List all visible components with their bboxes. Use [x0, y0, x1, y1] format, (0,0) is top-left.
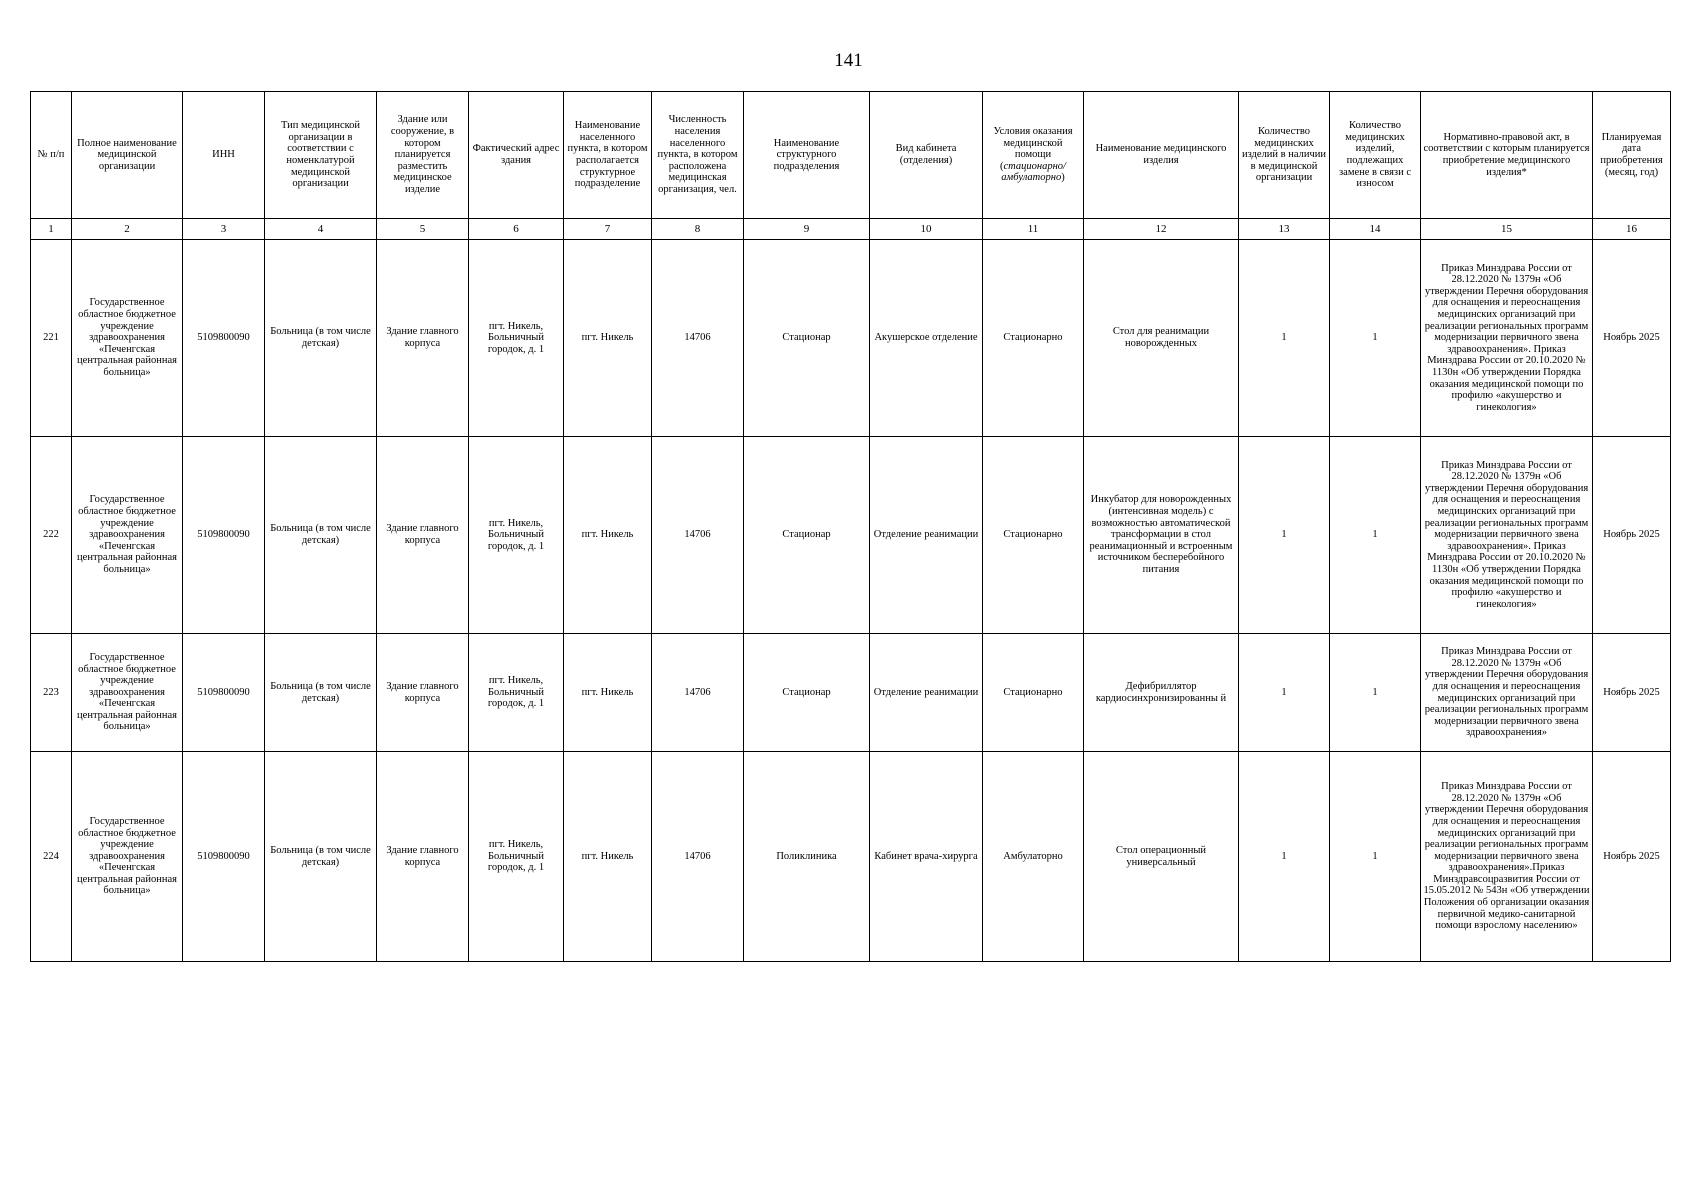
org-type-cell: Больница (в том числе детская) — [265, 752, 377, 962]
legal-act-cell: Приказ Минздрава России от 28.12.2020 № 1379н «Об утверждении Перечня оборудования для оснащения и переоснащения медицинских организаций при реализации региональных программ модернизации первичного звена здравоохранения». Приказ Минздрава России от 20.10.2020 № 1130н «Об утверждении Порядка оказания медицинской помощи по профилю «акушерство и гинекология» — [1421, 240, 1593, 437]
qty-replace-cell: 1 — [1330, 240, 1421, 437]
header-cell: Условия оказания медицинской помощи (стационарно/ амбулаторно) — [983, 92, 1084, 219]
device-cell: Дефибриллятор кардиосинхронизированны й — [1084, 634, 1239, 752]
inn-cell: 5109800090 — [183, 437, 265, 634]
header-cell: Наименование населенного пункта, в котором располагается структурное подразделение — [564, 92, 652, 219]
header-cell: Наименование медицинского изделия — [1084, 92, 1239, 219]
qty-replace-cell: 1 — [1330, 634, 1421, 752]
locality-cell: пгт. Никель — [564, 240, 652, 437]
column-number: 14 — [1330, 219, 1421, 240]
row-number: 224 — [31, 752, 72, 962]
division-cell: Поликлиника — [744, 752, 870, 962]
column-number-row — [31, 219, 1671, 240]
cabinet-cell: Отделение реанимации — [870, 634, 983, 752]
org-name-cell: Государственное областное бюджетное учреждение здравоохранения «Печенгская центральная районная больница» — [72, 437, 183, 634]
legal-act-cell: Приказ Минздрава России от 28.12.2020 № 1379н «Об утверждении Перечня оборудования для оснащения и переоснащения медицинских организаций при реализации региональных программ модернизации первичного звена здравоохранения».Приказ Минздравсоцразвития России от 15.05.2012 № 543н «Об утверждении Положения об организации оказания первичной медико-санитарной помощи взрослому населению» — [1421, 752, 1593, 962]
column-number: 12 — [1084, 219, 1239, 240]
division-cell: Стационар — [744, 437, 870, 634]
column-number: 15 — [1421, 219, 1593, 240]
building-cell: Здание главного корпуса — [377, 437, 469, 634]
qty-have-cell: 1 — [1239, 437, 1330, 634]
header-cell: Вид кабинета (отделения) — [870, 92, 983, 219]
division-cell: Стационар — [744, 240, 870, 437]
qty-have-cell: 1 — [1239, 634, 1330, 752]
row-number: 221 — [31, 240, 72, 437]
table-row — [31, 634, 1671, 752]
conditions-cell: Стационарно — [983, 240, 1084, 437]
conditions-cell: Амбулаторно — [983, 752, 1084, 962]
header-cell: Количество медицинских изделий в наличии в медицинской организации — [1239, 92, 1330, 219]
planned-date-cell: Ноябрь 2025 — [1593, 240, 1671, 437]
org-type-cell: Больница (в том числе детская) — [265, 437, 377, 634]
header-cell: ИНН — [183, 92, 265, 219]
header-cell: Тип медицинской организации в соответствии с номенклатурой медицинской организации — [265, 92, 377, 219]
inn-cell: 5109800090 — [183, 752, 265, 962]
building-cell: Здание главного корпуса — [377, 634, 469, 752]
inn-cell: 5109800090 — [183, 634, 265, 752]
org-name-cell: Государственное областное бюджетное учреждение здравоохранения «Печенгская центральная районная больница» — [72, 240, 183, 437]
locality-cell: пгт. Никель — [564, 634, 652, 752]
address-cell: пгт. Никель, Больничный городок, д. 1 — [469, 634, 564, 752]
row-number: 223 — [31, 634, 72, 752]
planned-date-cell: Ноябрь 2025 — [1593, 752, 1671, 962]
org-name-cell: Государственное областное бюджетное учреждение здравоохранения «Печенгская центральная районная больница» — [72, 752, 183, 962]
building-cell: Здание главного корпуса — [377, 240, 469, 437]
column-number: 7 — [564, 219, 652, 240]
population-cell: 14706 — [652, 634, 744, 752]
legal-act-cell: Приказ Минздрава России от 28.12.2020 № 1379н «Об утверждении Перечня оборудования для оснащения и переоснащения медицинских организаций при реализации региональных программ модернизации первичного звена здравоохранения» — [1421, 634, 1593, 752]
cabinet-cell: Отделение реанимации — [870, 437, 983, 634]
column-number: 9 — [744, 219, 870, 240]
locality-cell: пгт. Никель — [564, 437, 652, 634]
column-number: 10 — [870, 219, 983, 240]
table-row — [31, 752, 1671, 962]
building-cell: Здание главного корпуса — [377, 752, 469, 962]
device-cell: Инкубатор для новорожденных (интенсивная модель) с возможностью автоматической трансформации в стол реанимационный и встроенным источником бесперебойного питания — [1084, 437, 1239, 634]
address-cell: пгт. Никель, Больничный городок, д. 1 — [469, 752, 564, 962]
conditions-cell: Стационарно — [983, 437, 1084, 634]
column-number: 3 — [183, 219, 265, 240]
cabinet-cell: Кабинет врача-хирурга — [870, 752, 983, 962]
qty-have-cell: 1 — [1239, 240, 1330, 437]
conditions-cell: Стационарно — [983, 634, 1084, 752]
inn-cell: 5109800090 — [183, 240, 265, 437]
org-type-cell: Больница (в том числе детская) — [265, 634, 377, 752]
page-number: 141 — [834, 50, 863, 71]
planned-date-cell: Ноябрь 2025 — [1593, 437, 1671, 634]
device-cell: Стол операционный универсальный — [1084, 752, 1239, 962]
column-number: 5 — [377, 219, 469, 240]
header-row — [31, 92, 1671, 219]
header-cell: Фактический адрес здания — [469, 92, 564, 219]
address-cell: пгт. Никель, Больничный городок, д. 1 — [469, 437, 564, 634]
header-cell: Нормативно-правовой акт, в соответствии с которым планируется приобретение медицинского изделия* — [1421, 92, 1593, 219]
population-cell: 14706 — [652, 752, 744, 962]
equipment-table — [30, 91, 1671, 962]
header-cell: Количество медицинских изделий, подлежащих замене в связи с износом — [1330, 92, 1421, 219]
device-cell: Стол для реанимации новорожденных — [1084, 240, 1239, 437]
column-number: 8 — [652, 219, 744, 240]
legal-act-cell: Приказ Минздрава России от 28.12.2020 № 1379н «Об утверждении Перечня оборудования для оснащения и переоснащения медицинских организаций при реализации региональных программ модернизации первичного звена здравоохранения». Приказ Минздрава России от 20.10.2020 № 1130н «Об утверждении Порядка оказания медицинской помощи по профилю «акушерство и гинекология» — [1421, 437, 1593, 634]
header-cell: Здание или сооружение, в котором планируется разместить медицинское изделие — [377, 92, 469, 219]
locality-cell: пгт. Никель — [564, 752, 652, 962]
header-cell: Полное наименование медицинской организации — [72, 92, 183, 219]
division-cell: Стационар — [744, 634, 870, 752]
cabinet-cell: Акушерское отделение — [870, 240, 983, 437]
column-number: 13 — [1239, 219, 1330, 240]
org-type-cell: Больница (в том числе детская) — [265, 240, 377, 437]
qty-replace-cell: 1 — [1330, 752, 1421, 962]
planned-date-cell: Ноябрь 2025 — [1593, 634, 1671, 752]
column-number: 6 — [469, 219, 564, 240]
header-cell: № п/п — [31, 92, 72, 219]
population-cell: 14706 — [652, 240, 744, 437]
column-number: 16 — [1593, 219, 1671, 240]
column-number: 2 — [72, 219, 183, 240]
row-number: 222 — [31, 437, 72, 634]
column-number: 11 — [983, 219, 1084, 240]
qty-have-cell: 1 — [1239, 752, 1330, 962]
address-cell: пгт. Никель, Больничный городок, д. 1 — [469, 240, 564, 437]
population-cell: 14706 — [652, 437, 744, 634]
header-cell: Наименование структурного подразделения — [744, 92, 870, 219]
qty-replace-cell: 1 — [1330, 437, 1421, 634]
table-row — [31, 240, 1671, 437]
header-cell: Численность населения населенного пункта, в котором расположена медицинская организация, чел. — [652, 92, 744, 219]
org-name-cell: Государственное областное бюджетное учреждение здравоохранения «Печенгская центральная районная больница» — [72, 634, 183, 752]
column-number: 4 — [265, 219, 377, 240]
header-cell: Планируемая дата приобретения (месяц, год) — [1593, 92, 1671, 219]
table-row — [31, 437, 1671, 634]
column-number: 1 — [31, 219, 72, 240]
